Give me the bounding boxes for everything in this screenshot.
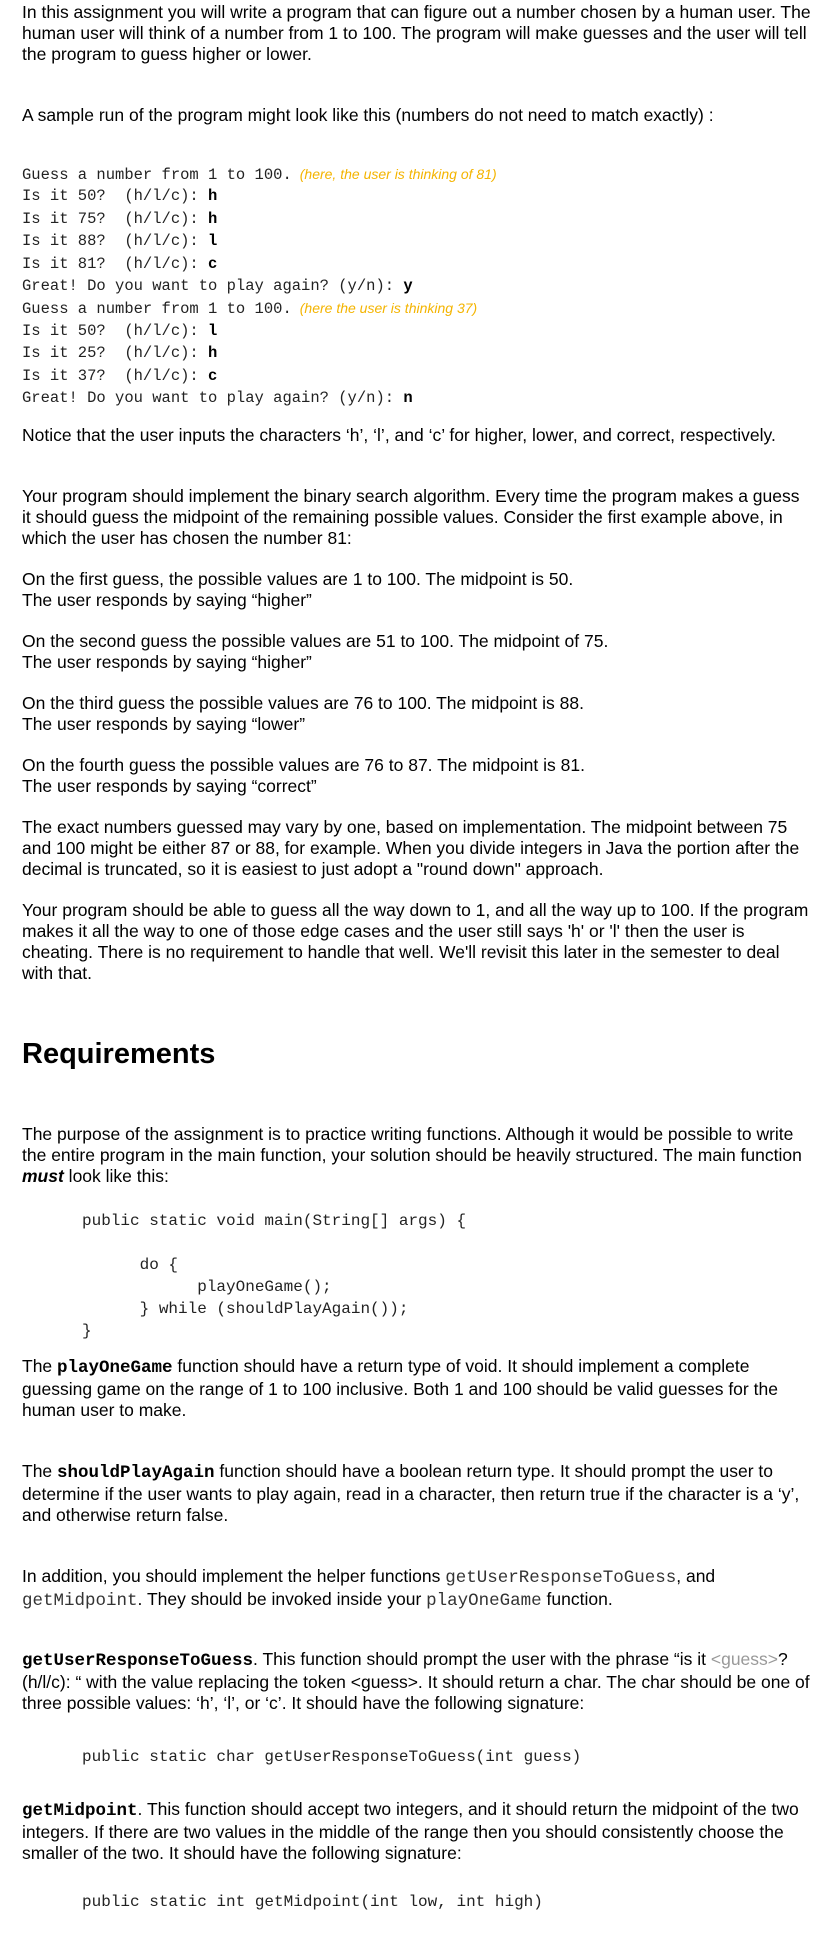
get-user-response-text: ? (h/l/c): “ with the value replacing the token <guess>. It should return a char. The char should be one of three possible values: ‘h’, ‘l’, or ‘c’. It should have the following signature: — [22, 1649, 810, 1713]
sample-run-prompt: Is it 75? (h/l/c): — [22, 209, 209, 228]
guess-step — [22, 755, 812, 797]
sample-intro: A sample run of the program might look like this (numbers do not need to match exactly) : — [22, 105, 714, 125]
helper-function-name: getUserResponseToGuess — [445, 1568, 677, 1588]
sample-run-line — [22, 275, 413, 297]
code-line: } while (shouldPlayAgain()); — [82, 1300, 409, 1318]
sample-run-note: (here, the user is thinking of 81) — [299, 166, 497, 182]
notice-paragraph: Notice that the user inputs the characters ‘h’, ‘l’, and ‘c’ for higher, lower, and correct, respectively. — [22, 425, 776, 445]
guess-step-line1: On the first guess, the possible values are 1 to 100. The midpoint is 50. — [22, 569, 574, 589]
sample-run-prompt: Is it 50? (h/l/c): — [22, 321, 209, 340]
get-user-response-signature: public static char getUserResponseToGuess(int guess) — [82, 1748, 582, 1766]
get-midpoint-paragraph — [22, 1799, 812, 1864]
get-midpoint-signature: public static int getMidpoint(int low, int high) — [82, 1893, 543, 1911]
sample-run-user-input: l — [208, 321, 218, 340]
code-line: } — [82, 1322, 92, 1340]
sample-run-user-input: n — [403, 389, 413, 407]
sample-run-line — [22, 365, 217, 387]
helpers-text: . They should be invoked inside your — [137, 1589, 427, 1609]
guess-step — [22, 693, 812, 735]
sample-run-user-input: y — [403, 277, 413, 295]
sample-run-user-input: c — [208, 254, 218, 273]
should-play-again-paragraph — [22, 1461, 812, 1526]
sample-run-line — [22, 297, 477, 320]
guess-step-line2: The user responds by saying “higher” — [22, 590, 312, 610]
intro-paragraph: In this assignment you will write a program that can figure out a number chosen by a human user. The human user will think of a number from 1 to 100. The program will make guesses and the user will tell the program to guess higher or lower. — [22, 2, 811, 64]
guess-step — [22, 631, 812, 673]
should-play-again-text-before: The — [22, 1461, 58, 1481]
code-line: public static void main(String[] args) { — [82, 1212, 467, 1230]
sample-run-line — [22, 185, 217, 207]
sample-run-line — [22, 387, 413, 409]
helpers-text: function. — [541, 1589, 613, 1609]
sample-run-user-input: h — [208, 344, 218, 363]
sample-run-line — [22, 230, 217, 252]
purpose-paragraph — [22, 1124, 812, 1187]
code-line: playOneGame(); — [82, 1278, 332, 1296]
sample-run-user-input: l — [208, 232, 218, 251]
play-one-game-text-after: function should have a return type of void. It should implement a complete guessing game on the range of 1 to 100 inclusive. Both 1 and 100 should be valid guesses for the human user to make. — [22, 1356, 778, 1420]
guess-step-line1: On the fourth guess the possible values are 76 to 87. The midpoint is 81. — [22, 755, 585, 775]
code-line: do { — [82, 1256, 179, 1274]
play-one-game-text-before: The — [22, 1356, 58, 1376]
helpers-text: , and — [676, 1566, 716, 1586]
sample-run — [22, 163, 812, 413]
requirements-heading: Requirements — [22, 1038, 216, 1070]
sample-run-user-input: h — [208, 187, 218, 206]
helpers-paragraph — [22, 1566, 812, 1612]
should-play-again-function-name: shouldPlayAgain — [57, 1463, 215, 1483]
guess-step-line2: The user responds by saying “correct” — [22, 776, 317, 796]
get-user-response-paragraph — [22, 1649, 812, 1714]
sample-run-line — [22, 320, 217, 342]
sample-run-prompt: Guess a number from 1 to 100. — [22, 166, 292, 184]
sample-run-line — [22, 253, 217, 275]
guess-step-line2: The user responds by saying “higher” — [22, 652, 312, 672]
edge-cases-paragraph: Your program should be able to guess all the way down to 1, and all the way up to 100. If the program makes it all the way to one of those edge cases and the user still says 'h' or 'l' then the user is cheating. There is no requirement to handle that well. We'll revisit this later in the semester to deal with that. — [22, 900, 809, 983]
sample-run-prompt: Is it 88? (h/l/c): — [22, 232, 209, 251]
purpose-text-after: look like this: — [63, 1166, 169, 1186]
get-user-response-text: . This function should prompt the user with the phrase “is it — [253, 1649, 711, 1669]
helper-function-name: playOneGame — [426, 1591, 542, 1611]
guess-step-line2: The user responds by saying “lower” — [22, 714, 306, 734]
purpose-text-before: The purpose of the assignment is to practice writing functions. Although it would be possible to write the entire program in the main function, your solution should be heavily structured. The main function — [22, 1124, 802, 1165]
sample-run-prompt: Is it 25? (h/l/c): — [22, 344, 209, 363]
sample-run-prompt: Great! Do you want to play again? (y/n): — [22, 277, 404, 295]
binary-search-paragraph: Your program should implement the binary search algorithm. Every time the program makes a guess it should guess the midpoint of the remaining possible values. Consider the first example above, in which the user has chosen the number 81: — [22, 486, 800, 548]
guess-step-line1: On the third guess the possible values are 76 to 100. The midpoint is 88. — [22, 693, 584, 713]
helpers-text: In addition, you should implement the helper functions — [22, 1566, 446, 1586]
get-midpoint-text: . This function should accept two integers, and it should return the midpoint of the two integers. If there are two values in the middle of the range then you should consistently choose the smaller of the two. It should have the following signature: — [22, 1799, 799, 1863]
get-user-response-function-name: getUserResponseToGuess — [22, 1651, 254, 1671]
sample-run-line — [22, 208, 217, 230]
sample-run-user-input: c — [208, 366, 218, 385]
sample-run-prompt: Is it 81? (h/l/c): — [22, 254, 209, 273]
sample-run-line — [22, 342, 217, 364]
sample-run-user-input: h — [208, 209, 218, 228]
exact-numbers-paragraph: The exact numbers guessed may vary by one, based on implementation. The midpoint between 75 and 100 might be either 87 or 88, for example. When you divide integers in Java the portion after the decimal is truncated, so it is easiest to just adopt a "round down" approach. — [22, 817, 800, 879]
helper-function-name: getMidpoint — [22, 1591, 138, 1611]
guess-token: <guess> — [710, 1649, 779, 1669]
purpose-must: must — [22, 1166, 64, 1186]
get-midpoint-function-name: getMidpoint — [22, 1801, 138, 1821]
guess-step — [22, 569, 812, 611]
play-one-game-paragraph — [22, 1356, 812, 1421]
sample-run-prompt: Is it 50? (h/l/c): — [22, 187, 209, 206]
sample-run-line — [22, 163, 497, 186]
sample-run-prompt: Is it 37? (h/l/c): — [22, 366, 209, 385]
sample-run-note: (here the user is thinking 37) — [299, 300, 478, 317]
play-one-game-function-name: playOneGame — [57, 1358, 173, 1378]
sample-run-prompt: Guess a number from 1 to 100. — [22, 300, 292, 319]
guess-step-line1: On the second guess the possible values are 51 to 100. The midpoint of 75. — [22, 631, 609, 651]
should-play-again-text-after: function should have a boolean return type. It should prompt the user to determine if the user wants to play again, read in a character, then return true if the character is a ‘y’, and otherwise return false. — [22, 1461, 800, 1525]
sample-run-prompt: Great! Do you want to play again? (y/n): — [22, 389, 404, 407]
